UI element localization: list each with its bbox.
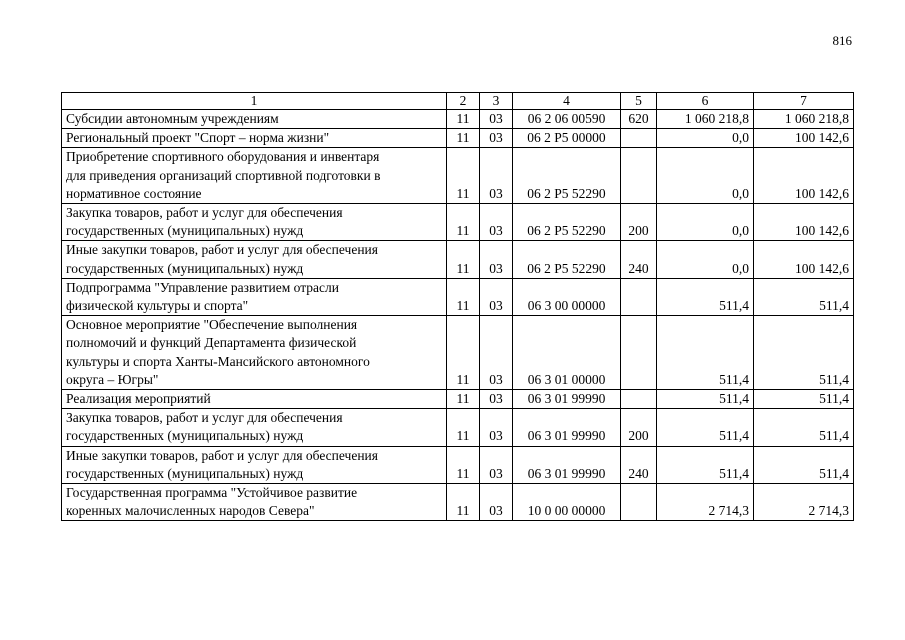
table-row	[62, 316, 854, 390]
header-col-2: 2	[447, 93, 480, 110]
row-expense-type-cell	[621, 278, 657, 315]
header-col-7: 7	[754, 93, 854, 110]
table-row	[62, 110, 854, 129]
row-section-cell: 11	[447, 129, 480, 148]
row-amount-2-cell: 511,4	[754, 409, 854, 446]
row-amount-1-cell: 0,0	[657, 129, 754, 148]
row-amount-2-cell: 100 142,6	[754, 148, 854, 204]
header-row	[62, 93, 854, 110]
row-name-cell: Иные закупки товаров, работ и услуг для обеспечения государственных (муниципальных) нужд	[62, 241, 447, 278]
row-subsection-cell: 03	[480, 148, 513, 204]
row-expense-type-cell: 240	[621, 241, 657, 278]
row-expense-type-cell: 200	[621, 409, 657, 446]
row-expense-type-cell: 200	[621, 204, 657, 241]
row-section-cell: 11	[447, 204, 480, 241]
row-amount-1-cell: 2 714,3	[657, 484, 754, 521]
row-section-cell: 11	[447, 446, 480, 483]
row-target-code-cell: 06 3 01 00000	[513, 316, 621, 390]
table-row	[62, 148, 854, 204]
row-expense-type-cell	[621, 390, 657, 409]
budget-table	[61, 92, 854, 521]
row-expense-type-cell: 620	[621, 110, 657, 129]
row-section-cell: 11	[447, 316, 480, 390]
row-expense-type-cell	[621, 129, 657, 148]
header-col-5: 5	[621, 93, 657, 110]
row-name-cell: Подпрограмма "Управление развитием отрасли физической культуры и спорта"	[62, 278, 447, 315]
table-row	[62, 241, 854, 278]
row-section-cell: 11	[447, 241, 480, 278]
row-amount-1-cell: 511,4	[657, 446, 754, 483]
row-amount-1-cell: 511,4	[657, 278, 754, 315]
row-name-cell: Государственная программа "Устойчивое развитие коренных малочисленных народов Севера"	[62, 484, 447, 521]
row-subsection-cell: 03	[480, 241, 513, 278]
row-section-cell: 11	[447, 484, 480, 521]
row-target-code-cell: 06 2 P5 52290	[513, 204, 621, 241]
header-col-1: 1	[62, 93, 447, 110]
row-subsection-cell: 03	[480, 278, 513, 315]
row-subsection-cell: 03	[480, 316, 513, 390]
row-section-cell: 11	[447, 278, 480, 315]
row-amount-2-cell: 511,4	[754, 316, 854, 390]
row-amount-1-cell: 1 060 218,8	[657, 110, 754, 129]
table-row	[62, 484, 854, 521]
row-subsection-cell: 03	[480, 390, 513, 409]
row-amount-2-cell: 100 142,6	[754, 129, 854, 148]
row-name-cell: Субсидии автономным учреждениям	[62, 110, 447, 129]
header-col-3: 3	[480, 93, 513, 110]
row-target-code-cell: 06 2 P5 52290	[513, 241, 621, 278]
row-amount-2-cell: 100 142,6	[754, 204, 854, 241]
row-name-cell: Основное мероприятие "Обеспечение выполнения полномочий и функций Департамента физической культуры и спорта Ханты-Мансийского автономного округа – Югры"	[62, 316, 447, 390]
row-target-code-cell: 10 0 00 00000	[513, 484, 621, 521]
row-amount-2-cell: 1 060 218,8	[754, 110, 854, 129]
row-amount-2-cell: 511,4	[754, 390, 854, 409]
row-subsection-cell: 03	[480, 129, 513, 148]
table-row	[62, 129, 854, 148]
row-amount-1-cell: 0,0	[657, 204, 754, 241]
row-target-code-cell: 06 3 01 99990	[513, 446, 621, 483]
row-amount-1-cell: 511,4	[657, 409, 754, 446]
row-subsection-cell: 03	[480, 484, 513, 521]
row-name-cell: Иные закупки товаров, работ и услуг для обеспечения государственных (муниципальных) нужд	[62, 446, 447, 483]
row-subsection-cell: 03	[480, 204, 513, 241]
row-amount-2-cell: 2 714,3	[754, 484, 854, 521]
page-number: 816	[832, 33, 852, 48]
row-amount-2-cell: 511,4	[754, 446, 854, 483]
row-subsection-cell: 03	[480, 446, 513, 483]
row-amount-1-cell: 511,4	[657, 316, 754, 390]
row-name-cell: Региональный проект "Спорт – норма жизни"	[62, 129, 447, 148]
table-row	[62, 390, 854, 409]
header-col-4: 4	[513, 93, 621, 110]
row-amount-2-cell: 100 142,6	[754, 241, 854, 278]
row-section-cell: 11	[447, 390, 480, 409]
row-amount-2-cell: 511,4	[754, 278, 854, 315]
row-section-cell: 11	[447, 148, 480, 204]
table-row	[62, 204, 854, 241]
row-target-code-cell: 06 3 00 00000	[513, 278, 621, 315]
row-subsection-cell: 03	[480, 409, 513, 446]
row-target-code-cell: 06 3 01 99990	[513, 409, 621, 446]
row-amount-1-cell: 511,4	[657, 390, 754, 409]
row-name-cell: Закупка товаров, работ и услуг для обеспечения государственных (муниципальных) нужд	[62, 409, 447, 446]
row-name-cell: Реализация мероприятий	[62, 390, 447, 409]
row-target-code-cell: 06 2 06 00590	[513, 110, 621, 129]
row-subsection-cell: 03	[480, 110, 513, 129]
row-section-cell: 11	[447, 409, 480, 446]
table-row	[62, 409, 854, 446]
table-row	[62, 278, 854, 315]
row-target-code-cell: 06 2 P5 52290	[513, 148, 621, 204]
row-expense-type-cell	[621, 484, 657, 521]
row-target-code-cell: 06 3 01 99990	[513, 390, 621, 409]
row-name-cell: Приобретение спортивного оборудования и инвентаря для приведения организаций спортивной подготовки в нормативное состояние	[62, 148, 447, 204]
row-expense-type-cell	[621, 316, 657, 390]
table-row	[62, 446, 854, 483]
row-expense-type-cell: 240	[621, 446, 657, 483]
row-expense-type-cell	[621, 148, 657, 204]
table-body	[62, 110, 854, 521]
row-name-cell: Закупка товаров, работ и услуг для обеспечения государственных (муниципальных) нужд	[62, 204, 447, 241]
row-amount-1-cell: 0,0	[657, 241, 754, 278]
row-target-code-cell: 06 2 P5 00000	[513, 129, 621, 148]
row-section-cell: 11	[447, 110, 480, 129]
header-col-6: 6	[657, 93, 754, 110]
row-amount-1-cell: 0,0	[657, 148, 754, 204]
